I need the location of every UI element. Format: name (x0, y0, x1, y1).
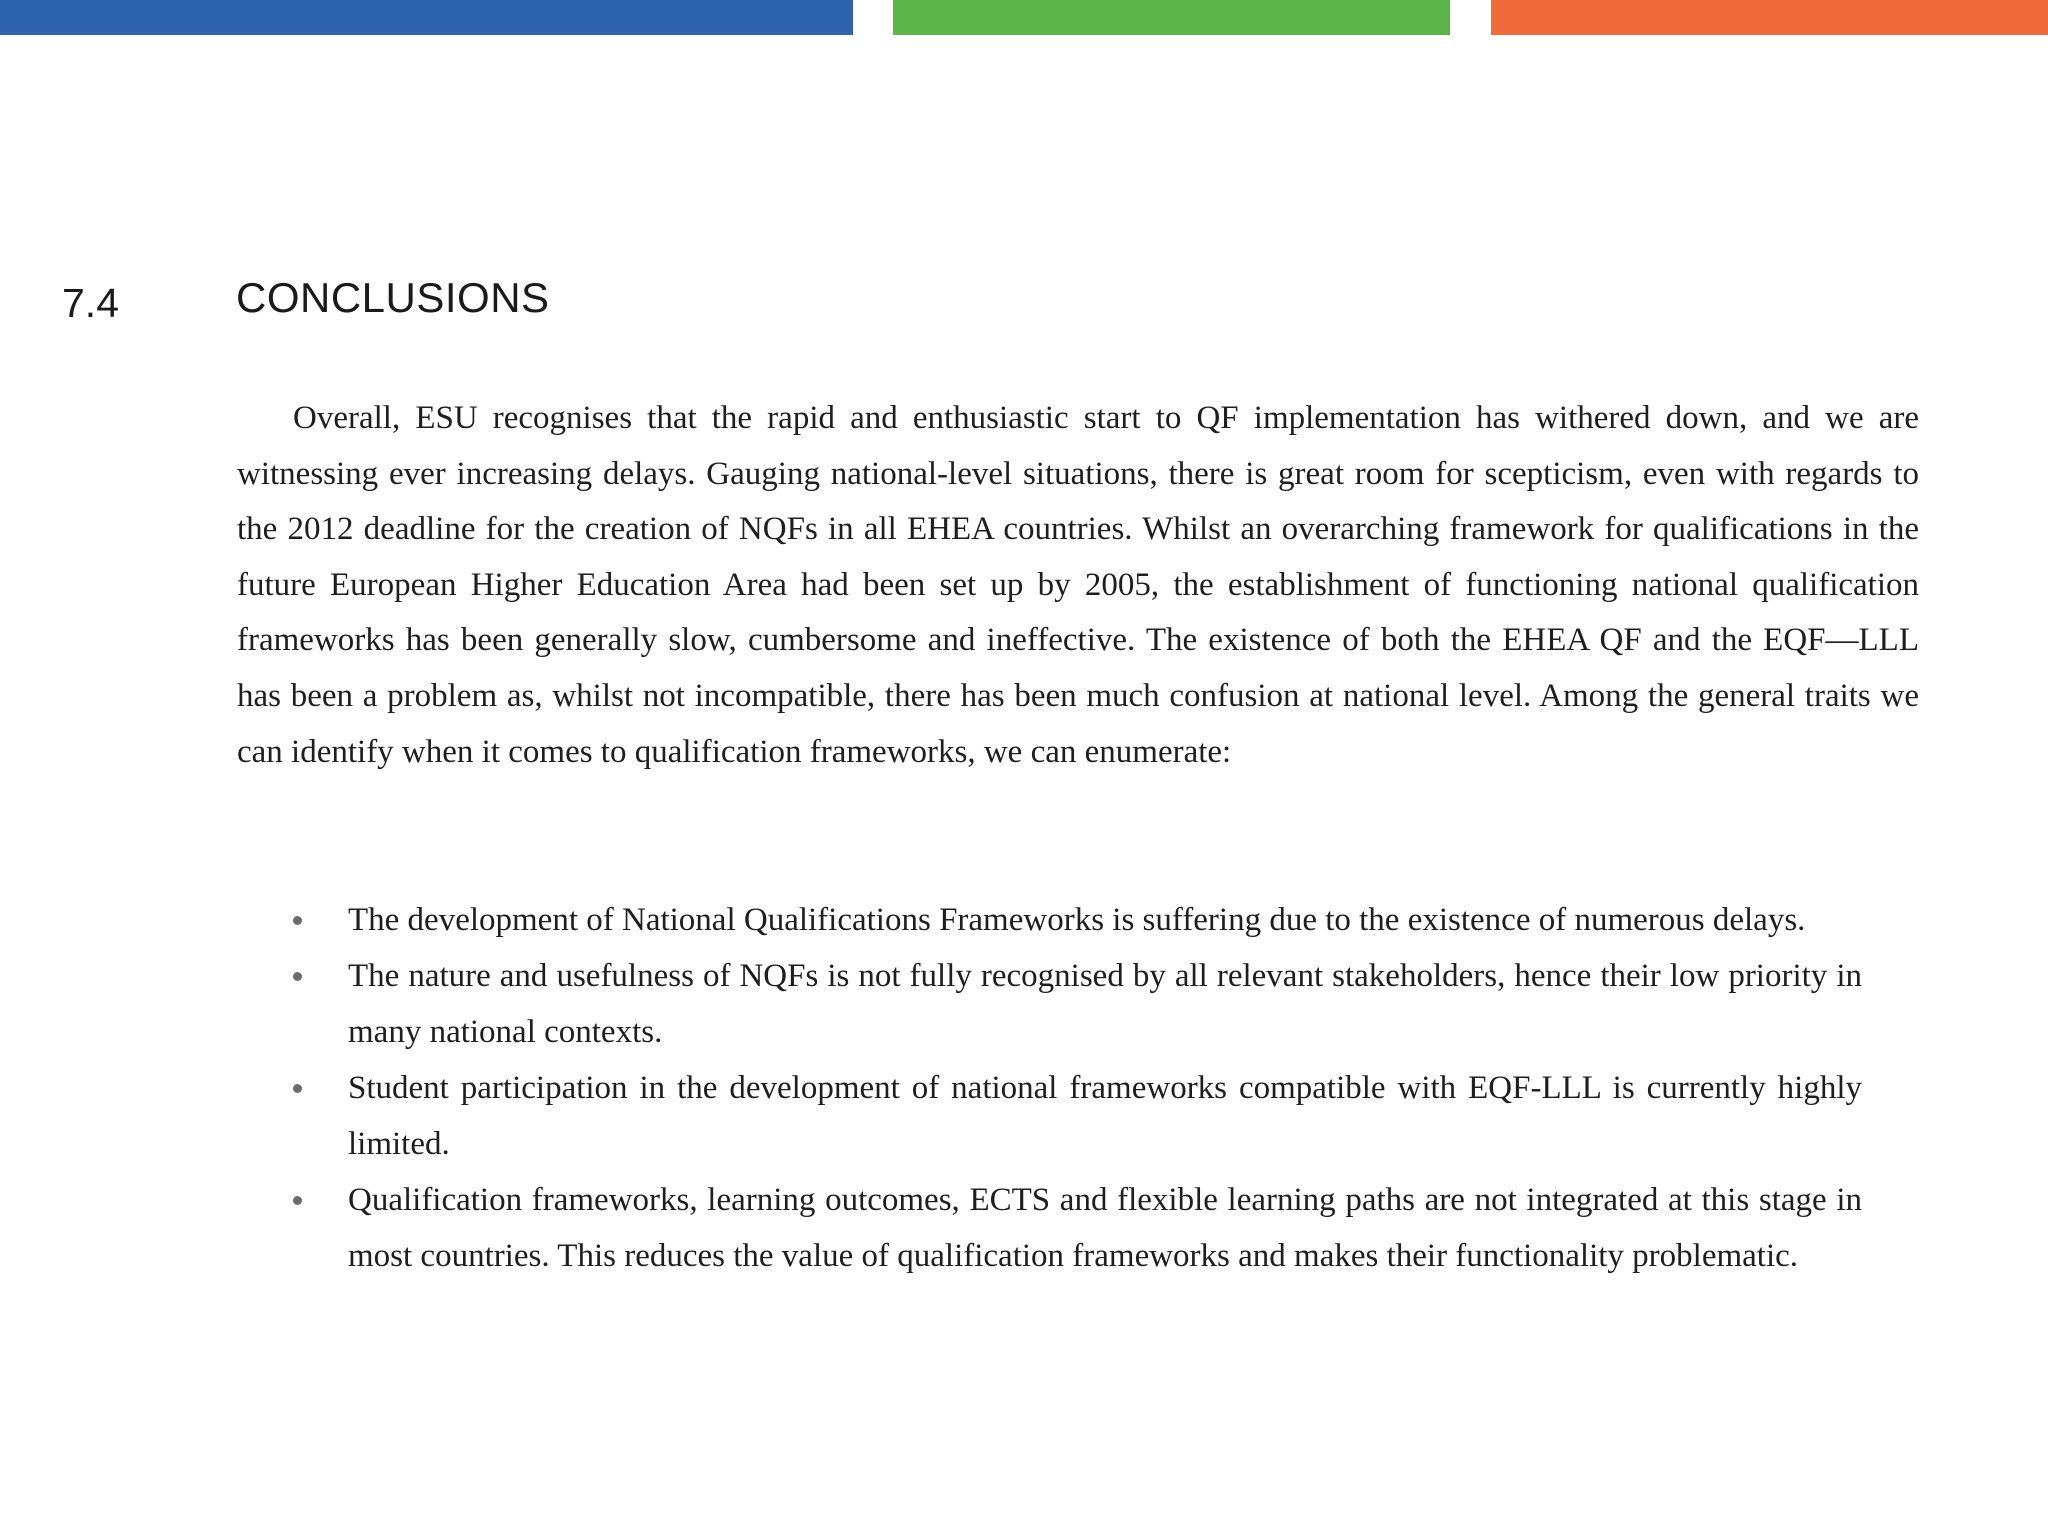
section-number: 7.4 (62, 280, 119, 326)
bullet-item (290, 1060, 1862, 1172)
bullet-text: Student participation in the development of national frameworks compatible with EQF-LLL is currently highly limited. (348, 1070, 1862, 1162)
bullet-icon (293, 972, 302, 981)
header-color-bar-green (893, 0, 1450, 35)
conclusions-paragraph: Overall, ESU recognises that the rapid and enthusiastic start to QF implementation has withered down, and we are witnessing ever increasing delays. Gauging national-level situations, there is great room for scepticism, even with regards to the 2012 deadline for the creation of NQFs in all EHEA countries. Whilst an overarching framework for qualifications in the future European Higher Education Area had been set up by 2005, the establishment of functioning national qualification frameworks has been generally slow, cumbersome and ineffective. The existence of both the EHEA QF and the EQF—LLL has been a problem as, whilst not incompatible, there has been much confusion at national level. Among the general traits we can identify when it comes to qualification frameworks, we can enumerate: (237, 400, 1919, 770)
conclusions-bullet-list (290, 892, 1862, 1284)
bullet-item (290, 1172, 1862, 1284)
bullet-text: The development of National Qualifications Frameworks is suffering due to the existence of numerous delays. (348, 902, 1806, 938)
bullet-icon (293, 1196, 302, 1205)
bullet-text: Qualification frameworks, learning outcomes, ECTS and flexible learning paths are not integrated at this stage in most countries. This reduces the value of qualification frameworks and makes their functionality problematic. (348, 1182, 1862, 1274)
header-color-bar-orange (1491, 0, 2048, 35)
bullet-text: The nature and usefulness of NQFs is not fully recognised by all relevant stakeholders, hence their low priority in many national contexts. (348, 958, 1862, 1050)
bullet-icon (293, 1084, 302, 1093)
section-title: CONCLUSIONS (236, 274, 550, 321)
header-color-bar-blue (0, 0, 853, 35)
bullet-item (290, 892, 1862, 948)
bullet-item (290, 948, 1862, 1060)
bullet-icon (293, 916, 302, 925)
